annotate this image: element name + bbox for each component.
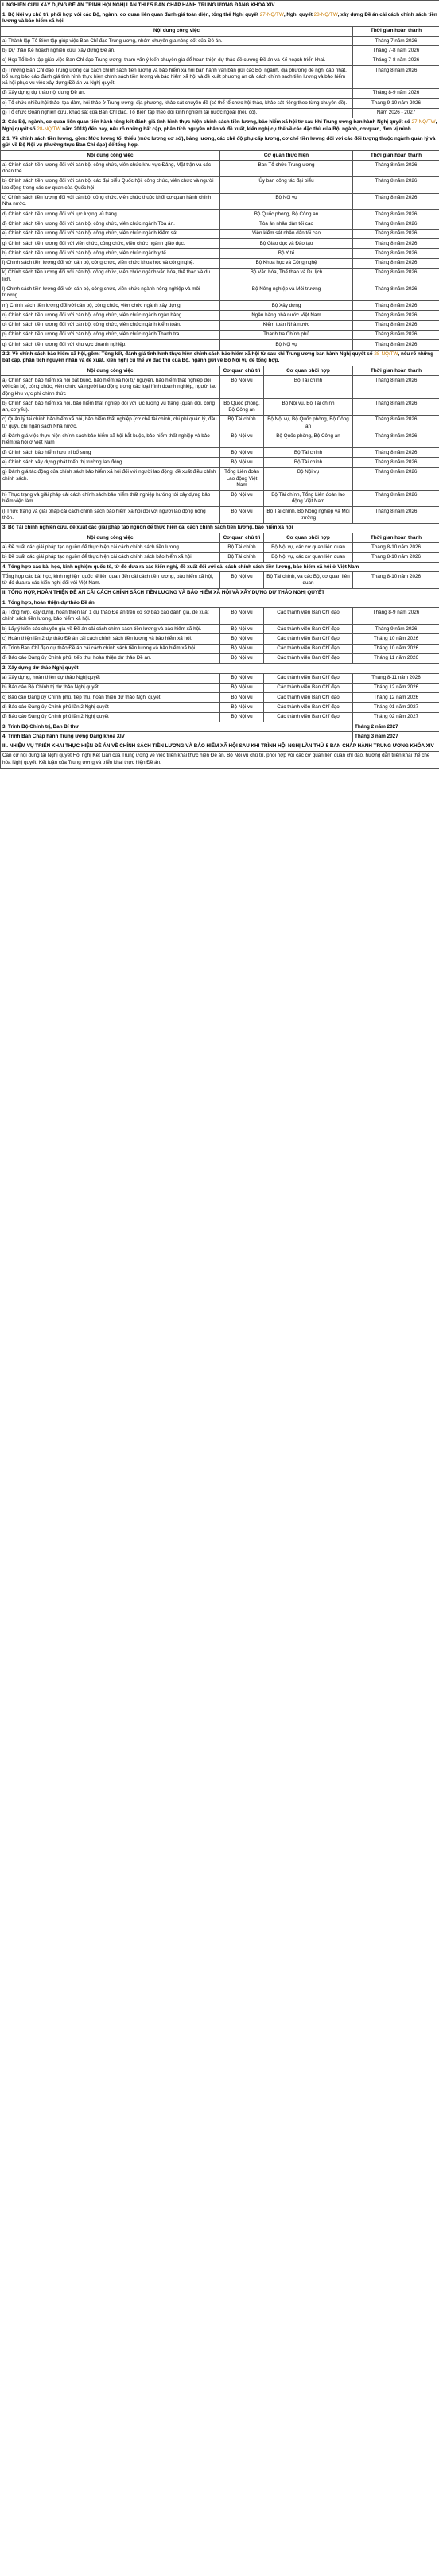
task-description: đ) Xây dựng dự thảo nội dung Đề án. xyxy=(1,88,353,98)
completion-time: Tháng 8 năm 2026 xyxy=(353,490,439,507)
header-lead-agency: Cơ quan chủ trì xyxy=(220,533,264,543)
task-description: i) Chính sách tiền lương đối với cán bộ, công chức, viên chức khoa học và công nghệ. xyxy=(1,258,220,268)
coordinating-agency: Các thành viên Ban Chỉ đạo xyxy=(264,634,353,644)
lead-agency: Bộ Nội vụ xyxy=(220,712,264,722)
task-row xyxy=(1,543,439,552)
lead-agency: Bộ Nội vụ xyxy=(220,653,264,663)
task-description: b) Chính sách bảo hiểm xã hội, bảo hiểm thất nghiệp đối với lực lượng vũ trang (quân đội, công an, cơ yếu). xyxy=(1,399,220,416)
coordinating-agency: Bộ Tài chính xyxy=(264,458,353,467)
task-description: m) Chính sách tiền lương đối với cán bộ, công chức, viên chức ngành xây dựng. xyxy=(1,301,220,311)
executing-agency: Bộ Khoa học và Công nghệ xyxy=(220,258,353,268)
task-row xyxy=(1,46,439,56)
completion-time: Tháng 8 năm 2026 xyxy=(353,467,439,490)
lead-agency: Bộ Nội vụ xyxy=(220,432,264,448)
task-description: l) Chính sách tiền lương đối với cán bộ, công chức, viên chức ngành nông nghiệp và môi trường. xyxy=(1,285,220,301)
task-row xyxy=(1,625,439,634)
executing-agency: Ủy ban công tác đại biểu xyxy=(220,176,353,193)
lead-agency: Bộ Tài chính xyxy=(220,552,264,562)
task-row xyxy=(1,249,439,258)
lead-agency: Bộ Nội vụ xyxy=(220,490,264,507)
completion-time: Tháng 02 năm 2027 xyxy=(353,712,439,722)
column-header-row xyxy=(1,533,439,543)
section-heading: 4. Tổng hợp các bài học, kinh nghiệm quốc tế, từ đó đưa ra các kiến nghị, đề xuất đối với cải cách chính sách tiền lương, bảo hiểm xã hội ở Việt Nam xyxy=(1,563,439,572)
task-row xyxy=(1,376,439,399)
executing-agency: Viện kiểm sát nhân dân tối cao xyxy=(220,229,353,238)
paragraph-row xyxy=(1,751,439,768)
completion-time: Tháng 8 năm 2026 xyxy=(353,239,439,249)
task-row xyxy=(1,210,439,219)
task-description: g) Đánh giá tác động của chính sách bảo hiểm xã hội đối với người lao động, đề xuất điều chỉnh chính sách. xyxy=(1,467,220,490)
column-header-row xyxy=(1,26,439,36)
executing-agency: Bộ Xây dựng xyxy=(220,301,353,311)
task-description: b) Đề xuất các giải pháp tạo nguồn để thực hiện cải cách chính sách bảo hiểm xã hội. xyxy=(1,552,220,562)
task-row xyxy=(1,161,439,177)
task-row xyxy=(1,448,439,458)
task-description: c) Chính sách tiền lương đối với cán bộ, công chức, viên chức thuộc khối cơ quan hành chính Nhà nước. xyxy=(1,193,220,210)
task-row xyxy=(1,653,439,663)
resolution-number: 28-NQ/TW xyxy=(374,351,398,358)
task-description: n) Chính sách tiền lương đối với cán bộ, công chức, viên chức ngành ngân hàng. xyxy=(1,311,220,320)
task-row xyxy=(1,644,439,653)
task-row xyxy=(1,176,439,193)
task-row xyxy=(1,399,439,416)
completion-time: Năm 2026 - 2027 xyxy=(353,108,439,118)
completion-time: Tháng 8-10 năm 2026 xyxy=(353,552,439,562)
executing-agency: Bộ Nông nghiệp và Môi trường xyxy=(220,285,353,301)
task-row xyxy=(1,415,439,432)
section-heading: I. NGHIÊN CỨU XÂY DỰNG ĐỀ ÁN TRÌNH HỘI NGHỊ LẦN THỨ 5 BAN CHẤP HÀNH TRUNG ƯƠNG ĐẢNG KHÓA XIV xyxy=(1,1,439,10)
task-description: d) Trình Ban Chỉ đạo dự thảo Đề án cải cách chính sách tiền lương và bảo hiểm xã hội. xyxy=(1,644,220,653)
task-description: h) Chính sách tiền lương đối với cán bộ, công chức, viên chức ngành y tế. xyxy=(1,249,220,258)
task-description: i) Thực trạng và giải pháp cải cách chính sách bảo hiểm xã hội đối với người lao động nông thôn. xyxy=(1,507,220,524)
task-row xyxy=(1,239,439,249)
completion-time: Tháng 8 năm 2026 xyxy=(353,229,439,238)
executing-agency: Ngân hàng nhà nước Việt Nam xyxy=(220,311,353,320)
task-description: đ) Chính sách tiền lương đối với cán bộ, công chức, viên chức ngành Tòa án. xyxy=(1,219,220,229)
task-description: c) Báo cáo Đảng ủy Chính phủ, tiếp thu, hoàn thiện dự thảo Nghị quyết. xyxy=(1,693,220,703)
task-row xyxy=(1,320,439,330)
completion-time: Tháng 8-9 năm 2026 xyxy=(353,88,439,98)
executing-agency: Bộ Nội vụ xyxy=(220,193,353,210)
task-row xyxy=(1,673,439,683)
task-description: e) Tổ chức nhiều hội thảo, tọa đàm, hội thảo ở Trung ương, địa phương, khảo sát chuyên đề (có thể tổ chức hội thảo, khảo sát riêng theo từng chuyên đề). xyxy=(1,99,353,108)
section-heading-row xyxy=(1,134,439,151)
lead-agency: Tổng Liên đoàn Lao động Việt Nam xyxy=(220,467,264,490)
resolution-number: 28-NQ/TW xyxy=(37,126,61,132)
task-row xyxy=(1,193,439,210)
task-row xyxy=(1,330,439,339)
completion-time: Tháng 8 năm 2026 xyxy=(353,330,439,339)
completion-time: Tháng 8 năm 2026 xyxy=(353,285,439,301)
coordinating-agency: Các thành viên Ban Chỉ đạo xyxy=(264,653,353,663)
task-row xyxy=(1,552,439,562)
milestone-label: 4. Trình Ban Chấp hành Trung ương Đảng khóa XIV xyxy=(1,732,353,742)
header-task-description: Nội dung công việc xyxy=(1,26,353,36)
executing-agency: Tòa án nhân dân tối cao xyxy=(220,219,353,229)
completion-time: Tháng 8-10 năm 2026 xyxy=(353,543,439,552)
task-description: a) Tổng hợp, xây dựng, hoàn thiện lần 1 dự thảo Đề án trên cơ sở báo cáo đánh giá, đề xuất chính sách tiền lương, bảo hiểm xã hội. xyxy=(1,608,220,625)
task-description: o) Chính sách tiền lương đối với cán bộ, công chức, viên chức ngành kiểm toán. xyxy=(1,320,220,330)
task-row xyxy=(1,88,439,98)
executing-agency: Bộ Nội vụ xyxy=(220,340,353,350)
section-heading: 2. Các Bộ, ngành, cơ quan liên quan tiến hành tổng kết đánh giá tình hình thực hiện chính sách tiền lương, bảo hiểm xã hội từ sau khi Trung ương ban hành Nghị quyết số 27-NQ/TW, Nghị quyết số 28-NQ/TW năm 2018) đến nay, nêu rõ những bất cập, phân tích nguyên nhân và đề xuất, kiến nghị cụ thể về các đặc thù của Bộ, ngành, cơ quan, đơn vị mình. xyxy=(1,118,439,134)
lead-agency: Bộ Nội vụ xyxy=(220,634,264,644)
task-description: đ) Chính sách bảo hiểm hưu trí bổ sung xyxy=(1,448,220,458)
executing-agency: Bộ Quốc phòng, Bộ Công an xyxy=(220,210,353,219)
completion-time: Tháng 9 năm 2026 xyxy=(353,625,439,634)
coordinating-agency: Bộ Tài chính xyxy=(264,448,353,458)
coordinating-agency: Các thành viên Ban Chỉ đạo xyxy=(264,703,353,712)
column-header-row xyxy=(1,151,439,161)
coordinating-agency: Bộ Nội vụ, Bộ Quốc phòng, Bộ Công an xyxy=(264,415,353,432)
task-description: b) Dự thảo Kế hoạch nghiên cứu, xây dựng Đề án. xyxy=(1,46,353,56)
completion-time: Tháng 8 năm 2026 xyxy=(353,301,439,311)
coordinating-agency: Bộ Nội vụ, các cơ quan liên quan xyxy=(264,552,353,562)
task-description: d) Báo cáo Đảng ủy Chính phủ lần 2 Nghị quyết xyxy=(1,703,220,712)
task-row xyxy=(1,458,439,467)
completion-time: Tháng 8 năm 2026 xyxy=(353,311,439,320)
completion-time: Tháng 8-11 năm 2026 xyxy=(353,673,439,683)
task-description: b) Chính sách tiền lương đối với cán bộ, các đại biểu Quốc hội, công chức, viên chức và người lao động trong các cơ quan của Quốc hội. xyxy=(1,176,220,193)
task-description: d) Trường Ban Chỉ đạo Trung ương cải cách chính sách tiền lương và bảo hiểm xã hội ban hành văn bản gửi các Bộ, ngành, địa phương đề nghị cập nhật, bổ sung báo cáo đánh giá tình hình thực hiện chính sách tiền lương và bảo hiểm xã hội và đề xuất phương án cải cách chính sách tiền lương và bảo hiểm xã hội phục vụ việc xây dựng Đề án và Nghị quyết. xyxy=(1,66,353,89)
milestone-date: Tháng 2 năm 2027 xyxy=(353,722,439,732)
task-row xyxy=(1,301,439,311)
completion-time: Tháng 8-9 năm 2026 xyxy=(353,608,439,625)
section-heading: 1. Bộ Nội vụ chủ trì, phối hợp với các Bộ, ngành, cơ quan liên quan đánh giá toàn diện, tổng thể Nghị quyết 27-NQ/TW, Nghị quyết 28-NQ/TW, xây dựng Đề án cải cách chính sách tiền lương và bảo hiểm xã hội. xyxy=(1,10,439,27)
task-row xyxy=(1,66,439,89)
task-description: q) Chính sách tiền lương đối với khu vực doanh nghiệp. xyxy=(1,340,220,350)
coordinating-agency: Bộ Nội vụ, Bộ Tài chính xyxy=(264,399,353,416)
section-heading-row xyxy=(1,118,439,134)
header-completion-time: Thời gian hoàn thành xyxy=(353,533,439,543)
task-description: a) Đề xuất các giải pháp tạo nguồn để thực hiện cải cách chính sách tiền lương. xyxy=(1,543,220,552)
task-description: c) Quản lý tài chính bảo hiểm xã hội, bảo hiểm thất nghiệp (cơ chế tài chính, chi phí quản lý, đầu tư quỹ), chi ngân sách Nhà nước. xyxy=(1,415,220,432)
header-completion-time: Thời gian hoàn thành xyxy=(353,151,439,161)
plan-table xyxy=(0,0,439,769)
task-row xyxy=(1,340,439,350)
lead-agency: Bộ Nội vụ xyxy=(220,448,264,458)
column-header-row xyxy=(1,366,439,376)
milestone-date: Tháng 3 năm 2027 xyxy=(353,732,439,742)
completion-time: Tháng 8 năm 2026 xyxy=(353,268,439,285)
header-completion-time: Thời gian hoàn thành xyxy=(353,366,439,376)
task-description: h) Thực trạng và giải pháp cải cách chính sách bảo hiểm thất nghiệp hướng tới xây dựng bảo hiểm việc làm. xyxy=(1,490,220,507)
lead-agency: Bộ Nội vụ xyxy=(220,625,264,634)
section-heading: 1. Tổng hợp, hoàn thiện dự thảo Đề án xyxy=(1,598,439,608)
completion-time: Tháng 8 năm 2026 xyxy=(353,507,439,524)
section-heading: III. NHIỆM VỤ TRIỂN KHAI THỰC HIỆN ĐỀ ÁN VỀ CHÍNH SÁCH TIỀN LƯƠNG VÀ BẢO HIỂM XÃ HỘI SAU KHI TRÌNH HỘI NGHỊ LẦN THỨ 5 BAN CHẤP HÀNH TRUNG ƯƠNG KHÓA XIV xyxy=(1,742,439,751)
header-task-description: Nội dung công việc xyxy=(1,533,220,543)
completion-time: Tháng 10 năm 2026 xyxy=(353,644,439,653)
completion-time: Tháng 8-10 năm 2026 xyxy=(353,572,439,589)
task-row xyxy=(1,683,439,692)
coordinating-agency: Bộ Quốc phòng, Bộ Công an xyxy=(264,432,353,448)
executing-agency: Ban Tổ chức Trung ương xyxy=(220,161,353,177)
completion-time: Tháng 8 năm 2026 xyxy=(353,320,439,330)
section-heading-row xyxy=(1,523,439,533)
header-coordinating-agency: Cơ quan phối hợp xyxy=(264,366,353,376)
task-description: a) Xây dựng, hoàn thiện dự thảo Nghị quyết xyxy=(1,673,220,683)
resolution-number: 27-NQ/TW xyxy=(259,11,284,17)
task-description: a) Chính sách bảo hiểm xã hội bắt buộc, bảo hiểm xã hội tự nguyện, bảo hiểm thất nghiệp đối với cán bộ, công chức, viên chức và người lao động trong các loại hình doanh nghiệp, người lao động khu vực phi chính thức xyxy=(1,376,220,399)
lead-agency: Bộ Nội vụ xyxy=(220,507,264,524)
task-row xyxy=(1,99,439,108)
task-description: Tổng hợp các bài học, kinh nghiệm quốc tế liên quan đến cải cách tiền lương, bảo hiểm xã hội, từ đó đưa ra các kiến nghị đối với Việt Nam. xyxy=(1,572,220,589)
resolution-number: 28-NQ/TW xyxy=(313,11,338,17)
coordinating-agency: Các thành viên Ban Chỉ đạo xyxy=(264,712,353,722)
milestone-row xyxy=(1,732,439,742)
paragraph-text: Căn cứ nội dung tại Nghị quyết Hội nghị Kết luận của Trung ương về việc triển khai thực hiện Đề án, Bộ Nội vụ chủ trì, phối hợp với các cơ quan liên quan chỉ đạo, hướng dẫn triển khai thể chế hóa Nghị quyết, Kết luận của Trung ương và triển khai thực hiện Đề án. xyxy=(1,751,439,768)
lead-agency: Bộ Tài chính xyxy=(220,543,264,552)
task-description: e) Chính sách tiền lương đối với cán bộ, công chức, viên chức ngành Kiểm sát xyxy=(1,229,220,238)
coordinating-agency: Các thành viên Ban Chỉ đạo xyxy=(264,683,353,692)
coordinating-agency: Các thành viên Ban Chỉ đạo xyxy=(264,608,353,625)
task-row xyxy=(1,268,439,285)
completion-time: Tháng 8 năm 2026 xyxy=(353,448,439,458)
lead-agency: Bộ Quốc phòng, Bộ Công an xyxy=(220,399,264,416)
task-description: d) Đánh giá việc thực hiện chính sách bảo hiểm xã hội bắt buộc, bảo hiểm thất nghiệp và bảo hiểm xã hội ở Việt Nam xyxy=(1,432,220,448)
task-row xyxy=(1,634,439,644)
task-description: e) Chính sách xây dựng phát triển thị trường lao động. xyxy=(1,458,220,467)
completion-time: Tháng 8 năm 2026 xyxy=(353,210,439,219)
lead-agency: Bộ Nội vụ xyxy=(220,608,264,625)
task-description: d) Chính sách tiền lương đối với lực lượng vũ trang. xyxy=(1,210,220,219)
task-row xyxy=(1,467,439,490)
task-description: g) Chính sách tiền lương đối với viên chức, công chức, viên chức ngành giáo dục. xyxy=(1,239,220,249)
completion-time: Tháng 11 năm 2026 xyxy=(353,653,439,663)
coordinating-agency: Bộ Nội vụ, các cơ quan liên quan xyxy=(264,543,353,552)
lead-agency: Bộ Nội vụ xyxy=(220,458,264,467)
coordinating-agency: Các thành viên Ban Chỉ đạo xyxy=(264,673,353,683)
task-description: a) Chính sách tiền lương đối với cán bộ, công chức, viên chức khu vực Đảng, Mặt trận và các đoàn thể xyxy=(1,161,220,177)
completion-time: Tháng 8 năm 2026 xyxy=(353,219,439,229)
section-heading: 3. Bộ Tài chính nghiên cứu, đề xuất các giải pháp tạo nguồn để thực hiện cải cách chính sách tiền lương, bảo hiểm xã hội xyxy=(1,523,439,533)
task-row xyxy=(1,712,439,722)
lead-agency: Bộ Nội vụ xyxy=(220,683,264,692)
completion-time: Tháng 8 năm 2026 xyxy=(353,376,439,399)
task-description: c) Hoàn thiện lần 2 dự thảo Đề án cải cách chính sách tiền lương và bảo hiểm xã hội. xyxy=(1,634,220,644)
executing-agency: Bộ Văn hóa, Thể thao và Du lịch xyxy=(220,268,353,285)
task-row xyxy=(1,37,439,46)
completion-time: Tháng 01 năm 2027 xyxy=(353,703,439,712)
coordinating-agency: Bộ Tài chính, Bộ Nông nghiệp và Môi trường xyxy=(264,507,353,524)
task-description: g) Tổ chức Đoàn nghiên cứu, khảo sát của Ban Chỉ đạo, Tổ Biên tập theo đối kinh nghiệm tại nước ngoài (nếu có). xyxy=(1,108,353,118)
task-description: p) Chính sách tiền lương đối với cán bộ, công chức, viên chức ngành Thanh tra. xyxy=(1,330,220,339)
completion-time: Tháng 8 năm 2026 xyxy=(353,249,439,258)
executing-agency: Thanh tra Chính phủ xyxy=(220,330,353,339)
task-row xyxy=(1,693,439,703)
task-row xyxy=(1,258,439,268)
coordinating-agency: Các thành viên Ban Chỉ đạo xyxy=(264,625,353,634)
milestone-row xyxy=(1,722,439,732)
task-row xyxy=(1,703,439,712)
lead-agency: Bộ Nội vụ xyxy=(220,693,264,703)
completion-time: Tháng 8 năm 2026 xyxy=(353,66,439,89)
coordinating-agency: Các thành viên Ban Chỉ đạo xyxy=(264,644,353,653)
executing-agency: Kiểm toán Nhà nước xyxy=(220,320,353,330)
section-heading-row xyxy=(1,350,439,366)
section-heading: 2.2. Về chính sách bảo hiểm xã hội, gồm: Tổng kết, đánh giá tình hình thực hiện chính sách bảo hiểm xã hội từ sau khi Trung ương ban hành Nghị quyết số 28-NQ/TW, nêu rõ những bất cập, phân tích nguyên nhân và đề xuất, kiến nghị cụ thể về đặc thù của Bộ, ngành gửi về Bộ Nội vụ để tổng hợp. xyxy=(1,350,439,366)
completion-time: Tháng 8 năm 2026 xyxy=(353,176,439,193)
section-heading-row xyxy=(1,598,439,608)
section-heading-row xyxy=(1,588,439,598)
task-row xyxy=(1,285,439,301)
task-description: đ) Báo cáo Đảng ủy Chính phủ, tiếp thu, hoàn thiện dự thảo Đề án. xyxy=(1,653,220,663)
completion-time: Tháng 7 năm 2026 xyxy=(353,37,439,46)
completion-time: Tháng 7-8 năm 2026 xyxy=(353,46,439,56)
task-row xyxy=(1,507,439,524)
coordinating-agency: Bộ Tài chính, Tổng Liên đoàn lao động Việt Nam xyxy=(264,490,353,507)
section-heading: 2.1. Về chính sách tiền lương, gồm: Mức lương tối thiểu (mức lương cơ sở), bảng lương, các chế độ phụ cấp lương, cơ chế tiền lương đối với các đối tượng thuộc ngành quản lý và gửi về Bộ Nội vụ (thường trực Ban Chỉ đạo) để tổng hợp. xyxy=(1,134,439,151)
completion-time: Tháng 8 năm 2026 xyxy=(353,399,439,416)
completion-time: Tháng 8 năm 2026 xyxy=(353,415,439,432)
header-task-description: Nội dung công việc xyxy=(1,366,220,376)
lead-agency: Bộ Nội vụ xyxy=(220,644,264,653)
completion-time: Tháng 7-8 năm 2026 xyxy=(353,56,439,65)
task-row xyxy=(1,608,439,625)
completion-time: Tháng 8 năm 2026 xyxy=(353,458,439,467)
section-heading: II. TỔNG HỢP, HOÀN THIỆN ĐỀ ÁN CẢI CÁCH CHÍNH SÁCH TIỀN LƯƠNG VÀ BẢO HIỂM XÃ HỘI VÀ XÂY DỰNG DỰ THẢO NGHỊ QUYẾT xyxy=(1,588,439,598)
section-heading-row xyxy=(1,1,439,10)
lead-agency: Bộ Nội vụ xyxy=(220,673,264,683)
completion-time: Tháng 9-10 năm 2026 xyxy=(353,99,439,108)
completion-time: Tháng 8 năm 2026 xyxy=(353,193,439,210)
header-coordinating-agency: Cơ quan phối hợp xyxy=(264,533,353,543)
completion-time: Tháng 12 năm 2026 xyxy=(353,693,439,703)
coordinating-agency: Các thành viên Ban Chỉ đạo xyxy=(264,693,353,703)
header-executing-agency: Cơ quan thực hiện xyxy=(220,151,353,161)
section-heading: 2. Xây dựng dự thảo Nghị quyết xyxy=(1,664,439,673)
lead-agency: Bộ Nội vụ xyxy=(220,376,264,399)
task-description: c) Họp Tổ biên tập giúp việc Ban Chỉ đạo Trung ương, tham vấn ý kiến chuyên gia để hoàn thiện dự thảo đề cương Đề án và Kế hoạch triển khai. xyxy=(1,56,353,65)
section-heading-row xyxy=(1,563,439,572)
task-row xyxy=(1,219,439,229)
section-heading-row xyxy=(1,664,439,673)
lead-agency: Bộ Nội vụ xyxy=(220,572,264,589)
task-row xyxy=(1,572,439,589)
task-description: k) Chính sách tiền lương đối với cán bộ, công chức, viên chức ngành văn hóa, thể thao và du lịch. xyxy=(1,268,220,285)
task-description: b) Báo cáo Bộ Chính trị dự thảo Nghị quyết xyxy=(1,683,220,692)
lead-agency: Bộ Tài chính xyxy=(220,415,264,432)
task-row xyxy=(1,311,439,320)
completion-time: Tháng 12 năm 2026 xyxy=(353,683,439,692)
completion-time: Tháng 8 năm 2026 xyxy=(353,161,439,177)
completion-time: Tháng 8 năm 2026 xyxy=(353,258,439,268)
task-description: đ) Báo cáo Đảng ủy Chính phủ lần 2 Nghị quyết xyxy=(1,712,220,722)
section-heading-row xyxy=(1,742,439,751)
milestone-label: 3. Trình Bộ Chính trị, Ban Bí thư xyxy=(1,722,353,732)
header-completion-time: Thời gian hoàn thành xyxy=(353,26,439,36)
executing-agency: Bộ Y tế xyxy=(220,249,353,258)
coordinating-agency: Bộ Tài chính, và các Bộ, cơ quan liên quan xyxy=(264,572,353,589)
lead-agency: Bộ Nội vụ xyxy=(220,703,264,712)
task-row xyxy=(1,108,439,118)
resolution-number: 27-NQ/TW xyxy=(411,119,436,126)
completion-time: Tháng 10 năm 2026 xyxy=(353,634,439,644)
task-description: b) Lấy ý kiến các chuyên gia về Đề án cải cách chính sách tiền lương và bảo hiểm xã hội. xyxy=(1,625,220,634)
section-heading-row xyxy=(1,10,439,27)
coordinating-agency: Bộ Nội vụ xyxy=(264,467,353,490)
executing-agency: Bộ Giáo dục và Đào tạo xyxy=(220,239,353,249)
header-lead-agency: Cơ quan chủ trì xyxy=(220,366,264,376)
task-row xyxy=(1,56,439,65)
completion-time: Tháng 8 năm 2026 xyxy=(353,432,439,448)
completion-time: Tháng 8 năm 2026 xyxy=(353,340,439,350)
task-row xyxy=(1,490,439,507)
task-row xyxy=(1,432,439,448)
header-task-description: Nội dung công việc xyxy=(1,151,220,161)
task-description: a) Thành lập Tổ Biên tập giúp việc Ban Chỉ đạo Trung ương, nhóm chuyên gia nòng cốt của Đề án. xyxy=(1,37,353,46)
task-row xyxy=(1,229,439,238)
coordinating-agency: Bộ Tài chính xyxy=(264,376,353,399)
